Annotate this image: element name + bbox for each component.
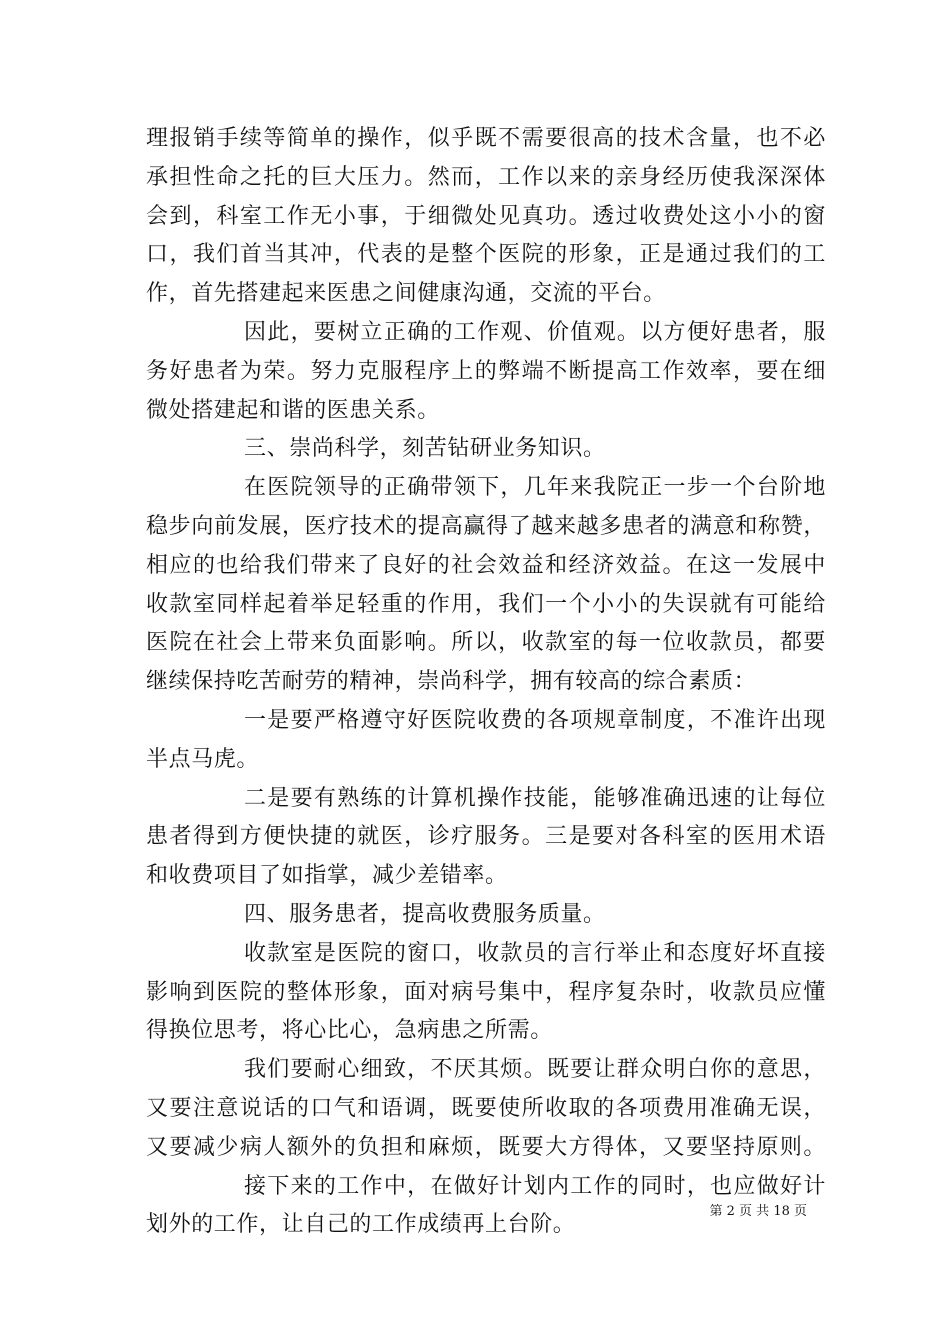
text-line: 继续保持吃苦耐劳的精神，崇尚科学，拥有较高的综合素质： xyxy=(146,669,757,695)
text-line: 划外的工作，让自己的工作成绩再上台阶。 xyxy=(146,1212,576,1238)
text-line: 患者得到方便快捷的就医，诊疗服务。三是要对各科室的医用术语 xyxy=(146,824,826,850)
text-line: 作，首先搭建起来医患之间健康沟通，交流的平台。 xyxy=(146,281,666,307)
paragraph-first-line: 一是要严格遵守好医院收费的各项规章制度，不准许出现 xyxy=(244,707,826,733)
paragraph-first-line: 因此，要树立正确的工作观、价值观。以方便好患者，服 xyxy=(244,319,826,345)
text-line: 口，我们首当其冲，代表的是整个医院的形象，正是通过我们的工 xyxy=(146,242,826,268)
text-line: 务好患者为荣。努力克服程序上的弊端不断提高工作效率，要在细 xyxy=(146,358,826,384)
text-line: 医院在社会上带来负面影响。所以，收款室的每一位收款员，都要 xyxy=(146,630,826,656)
paragraph-first-line: 在医院领导的正确带领下，几年来我院正一步一个台阶地 xyxy=(244,475,826,501)
text-line: 相应的也给我们带来了良好的社会效益和经济效益。在这一发展中 xyxy=(146,552,826,578)
text-line: 影响到医院的整体形象，面对病号集中，程序复杂时，收款员应懂 xyxy=(146,979,826,1005)
paragraph-first-line: 接下来的工作中，在做好计划内工作的同时，也应做好计 xyxy=(244,1173,826,1199)
text-line: 半点马虎。 xyxy=(146,746,260,772)
text-line: 又要注意说话的口气和语调，既要使所收取的各项费用准确无误， xyxy=(146,1095,826,1121)
text-line: 稳步向前发展，医疗技术的提高赢得了越来越多患者的满意和称赞， xyxy=(146,513,826,539)
text-line: 理报销手续等简单的操作，似乎既不需要很高的技术含量，也不必 xyxy=(146,126,826,151)
paragraph-first-line: 二是要有熟练的计算机操作技能，能够准确迅速的让每位 xyxy=(244,785,826,811)
text-line: 微处搭建起和谐的医患关系。 xyxy=(146,397,440,423)
section-heading: 三、崇尚科学，刻苦钻研业务知识。 xyxy=(244,436,606,462)
paragraph-first-line: 收款室是医院的窗口，收款员的言行举止和态度好坏直接 xyxy=(244,940,826,966)
text-line: 和收费项目了如指掌，减少差错率。 xyxy=(146,863,508,889)
paragraph-first-line: 我们要耐心细致，不厌其烦。既要让群众明白你的意思， xyxy=(244,1057,826,1083)
text-line: 承担性命之托的巨大压力。然而，工作以来的亲身经历使我深深体 xyxy=(146,164,826,190)
text-line: 收款室同样起着举足轻重的作用，我们一个小小的失误就有可能给 xyxy=(146,591,826,617)
text-line: 得换位思考，将心比心，急病患之所需。 xyxy=(146,1018,553,1044)
document-body xyxy=(146,120,826,1245)
text-line: 会到，科室工作无小事，于细微处见真功。透过收费处这小小的窗 xyxy=(146,203,826,229)
section-heading: 四、服务患者，提高收费服务质量。 xyxy=(244,901,606,927)
page-number-footer: 第 2 页 共 18 页 xyxy=(709,1204,807,1219)
text-line: 又要减少病人额外的负担和麻烦，既要大方得体，又要坚持原则。 xyxy=(146,1134,826,1160)
